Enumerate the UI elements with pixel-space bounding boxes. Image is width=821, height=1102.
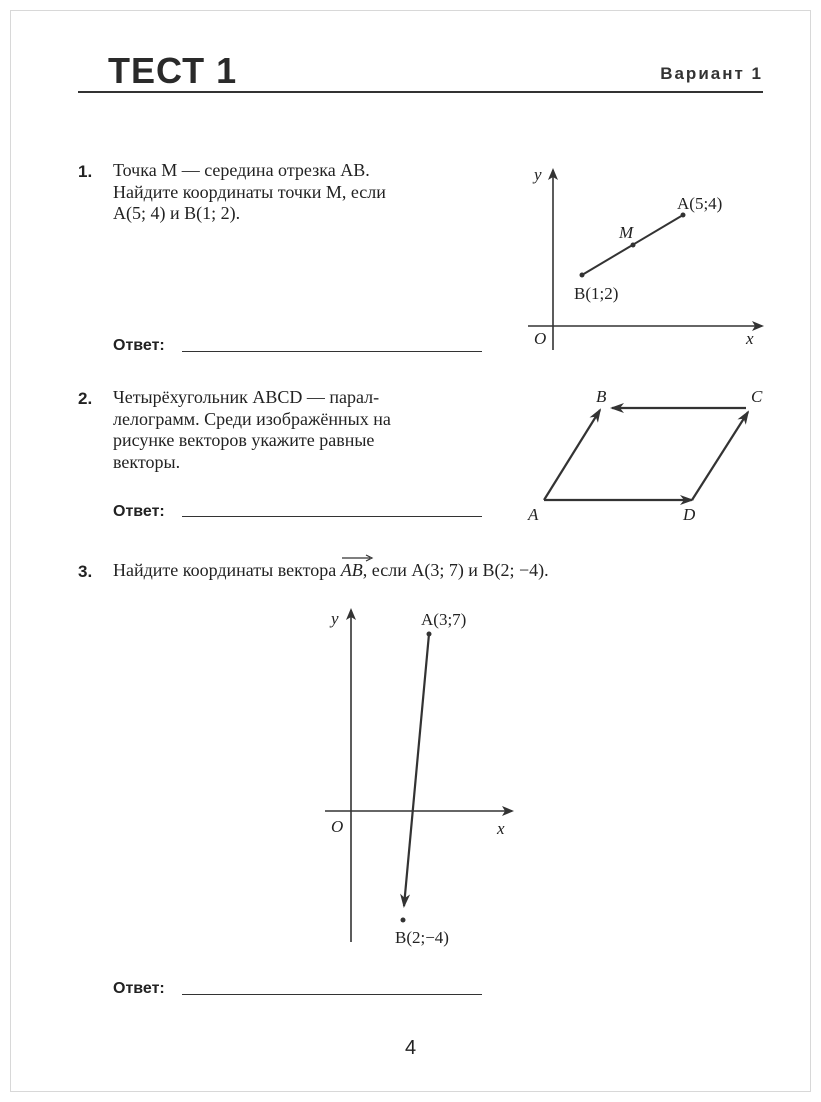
question-2-answer-label: Ответ: <box>113 503 165 520</box>
point-b-label: B(1;2) <box>574 284 619 303</box>
vector-ab-notation: AB <box>341 560 363 582</box>
x-axis-label: x <box>746 329 754 348</box>
question-3-answer-label: Ответ: <box>113 980 165 997</box>
question-1-line-1: Точка M — середина отрезка AB. <box>113 160 370 180</box>
point-m <box>631 243 636 248</box>
question-3-figure <box>315 600 545 955</box>
page-number: 4 <box>404 1037 417 1059</box>
question-2-number: 2. <box>78 389 93 408</box>
point-a-3 <box>427 632 432 637</box>
question-3-text <box>113 560 733 582</box>
vector-dc <box>692 412 748 500</box>
vertex-d-label: D <box>683 505 696 524</box>
test-title: ТЕСТ 1 <box>108 50 238 91</box>
vector-ab-arrow <box>404 634 429 906</box>
vertex-a-label: A <box>528 505 539 524</box>
y-axis-label-2: y <box>331 609 339 628</box>
y-axis-label: y <box>534 165 542 184</box>
point-a <box>681 213 686 218</box>
header-rule <box>78 91 763 93</box>
vector-arrow-icon <box>340 553 376 563</box>
question-3-answer-line[interactable] <box>182 994 482 995</box>
origin-label-2: O <box>331 817 344 836</box>
question-3-number: 3. <box>78 562 93 581</box>
question-1-line-3: A(5; 4) и B(1; 2). <box>113 203 241 223</box>
question-3-text-after: , если A(3; 7) и B(2; −4). <box>362 560 549 580</box>
question-2-text <box>113 387 485 473</box>
question-2-answer-line[interactable] <box>182 516 482 517</box>
x-axis-label-2: x <box>497 819 505 838</box>
point-b-label-3: B(2;−4) <box>395 928 449 947</box>
vertex-c-label: C <box>751 387 763 406</box>
question-1-text <box>113 160 485 225</box>
question-1-number: 1. <box>78 162 93 181</box>
origin-label: O <box>534 329 547 348</box>
question-3-text-before: Найдите координаты вектора <box>113 560 341 580</box>
question-2-line-4: векторы. <box>113 451 181 472</box>
question-1-answer-label: Ответ: <box>113 337 165 354</box>
point-m-label: M <box>619 223 634 242</box>
vector-ab <box>544 410 600 500</box>
point-b-3 <box>401 918 406 923</box>
vertex-b-label: B <box>596 387 607 406</box>
question-1-figure <box>520 160 780 360</box>
question-2-line-2: лелограмм. Среди изображённых на <box>113 408 391 429</box>
variant-label: Вариант 1 <box>660 64 763 83</box>
point-b <box>580 273 585 278</box>
question-2-figure <box>520 380 780 530</box>
point-a-label-3: A(3;7) <box>421 610 467 629</box>
question-1-answer-line[interactable] <box>182 351 482 352</box>
question-2-line-3: рисунке векторов укажите равные <box>113 430 375 450</box>
question-2-line-1: Четырёхугольник ABCD — парал- <box>113 387 380 407</box>
question-1-line-2: Найдите координаты точки M, если <box>113 181 386 202</box>
point-a-label: A(5;4) <box>677 194 723 213</box>
